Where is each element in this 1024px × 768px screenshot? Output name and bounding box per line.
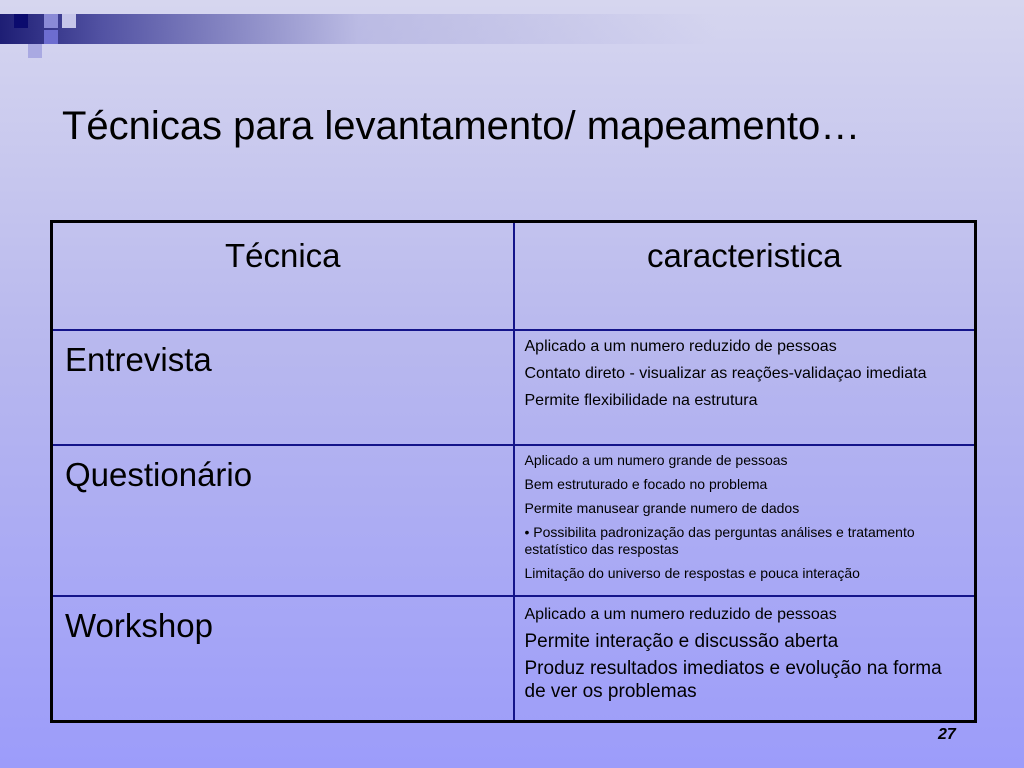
table-header-row — [52, 222, 976, 330]
characteristic-item: Aplicado a um numero grande de pessoas — [524, 451, 788, 468]
column-header-caracteristica: caracteristica — [514, 222, 976, 330]
characteristics-cell — [514, 330, 976, 445]
table-row — [52, 445, 976, 596]
table-row — [52, 330, 976, 445]
characteristic-item: Permite manusear grande numero de dados — [524, 499, 800, 516]
page-number: 27 — [938, 726, 956, 743]
characteristic-item: Contato direto - visualizar as reações-validaçao imediata — [524, 364, 927, 382]
characteristic-item: Aplicado a um numero reduzido de pessoas — [524, 605, 837, 623]
characteristic-item: Limitação do universo de respostas e pouca interação — [524, 564, 860, 581]
decorative-square — [44, 14, 58, 28]
characteristic-item: • Possibilita padronização das perguntas análises e tratamento estatístico das respostas — [524, 523, 915, 557]
decorative-square — [62, 14, 76, 28]
decorative-square — [28, 44, 42, 58]
characteristics-cell — [514, 596, 976, 722]
characteristics-list — [525, 452, 967, 582]
characteristics-list — [525, 603, 967, 703]
characteristic-item: Permite interação e discussão aberta — [524, 630, 839, 652]
characteristic-item: Aplicado a um numero reduzido de pessoas — [524, 337, 837, 355]
column-header-tecnica: Técnica — [52, 222, 514, 330]
characteristic-item: Bem estruturado e focado no problema — [524, 475, 768, 492]
techniques-table — [50, 220, 977, 723]
decorative-square — [14, 14, 28, 28]
characteristics-cell — [514, 445, 976, 596]
characteristic-item: Permite flexibilidade na estrutura — [524, 391, 758, 409]
table-row — [52, 596, 976, 722]
top-decorative-band — [0, 14, 1024, 44]
technique-name: Workshop — [52, 596, 514, 722]
slide-title: Técnicas para levantamento/ mapeamento… — [62, 104, 861, 148]
technique-name: Questionário — [52, 445, 514, 596]
technique-name: Entrevista — [52, 330, 514, 445]
characteristic-item: Produz resultados imediatos e evolução na forma de ver os problemas — [524, 657, 942, 702]
characteristics-list — [525, 337, 967, 410]
decorative-square — [44, 30, 58, 44]
